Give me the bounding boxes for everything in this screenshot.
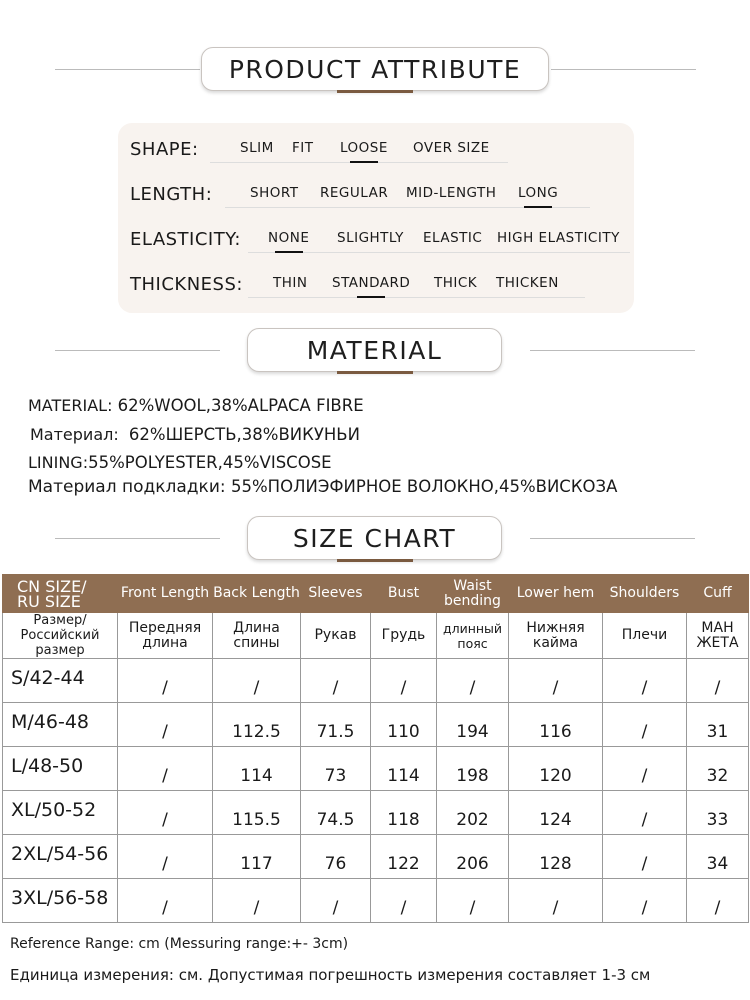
value-cell: 115.5 [213,791,301,835]
value-cell: 73 [301,747,371,791]
column-header: Sleeves [301,575,371,613]
value-cell: 34 [687,835,749,879]
attribute-option: MID-LENGTH [406,185,497,201]
attribute-label: ELASTICITY: [130,229,241,250]
value-cell: 112.5 [213,703,301,747]
attribute-label: THICKNESS: [130,274,243,295]
material-line-ru [30,425,360,444]
size-cell: 3XL/56-58 [3,879,118,923]
value-cell: 124 [509,791,603,835]
value-cell: 202 [437,791,509,835]
value-cell: 76 [301,835,371,879]
value-cell: 33 [687,791,749,835]
section-title: SIZE CHART [247,516,502,560]
value-cell: / [603,703,687,747]
column-header-ru: Передняя длина [118,613,213,659]
attribute-option-selected: NONE [268,230,310,246]
size-cell: L/48-50 [3,747,118,791]
attribute-option: THIN [273,275,308,291]
attribute-option: THICK [434,275,478,291]
value-cell: 116 [509,703,603,747]
column-header: CN SIZE/ RU SIZE [3,575,118,613]
column-header-ru: Нижняя кайма [509,613,603,659]
column-header-ru: длинный пояс [437,613,509,659]
attribute-option-selected: STANDARD [332,275,411,291]
value-cell: / [118,659,213,703]
divider [530,538,695,539]
value-cell: / [118,835,213,879]
column-header-ru: Плечи [603,613,687,659]
column-header-ru: МАН ЖЕТА [687,613,749,659]
divider [55,350,220,351]
size-cell: S/42-44 [3,659,118,703]
attribute-option: HIGH ELASTICITY [497,230,620,246]
section-title: PRODUCT ATTRIBUTE [201,47,549,91]
attribute-option: REGULAR [320,185,389,201]
lining-value: 55%ПОЛИЭФИРНОЕ ВОЛОКНО,45%ВИСКОЗА [231,477,618,496]
attribute-panel [118,123,634,313]
value-cell: / [687,879,749,923]
lining-label: LINING: [28,453,89,472]
size-chart-table [2,574,749,923]
table-row [3,703,749,747]
column-header-ru: Размер/ Российский размер [3,613,118,659]
column-header: Front Length [118,575,213,613]
divider [551,69,696,70]
value-cell: 71.5 [301,703,371,747]
value-cell: / [603,791,687,835]
underline [248,252,630,253]
accent-bar [337,371,413,374]
value-cell: 31 [687,703,749,747]
attribute-row [130,180,630,210]
underline [248,297,585,298]
table-row [3,835,749,879]
column-header: Lower hem [509,575,603,613]
attribute-option: SHORT [250,185,299,201]
column-header-ru: Грудь [371,613,437,659]
material-line [28,396,364,415]
attribute-label: LENGTH: [130,184,213,205]
table-row [3,879,749,923]
attribute-option-selected: LONG [518,185,559,201]
column-header: Waist bending [437,575,509,613]
size-cell: 2XL/54-56 [3,835,118,879]
value-cell: 114 [213,747,301,791]
value-cell: / [213,879,301,923]
footer-note-en: Reference Range: cm (Messuring range:+- 3cm) [10,936,349,952]
value-cell: / [118,703,213,747]
value-cell: / [213,659,301,703]
value-cell: / [509,879,603,923]
table-row [3,791,749,835]
value-cell: / [603,879,687,923]
column-header: Cuff [687,575,749,613]
lining-line-ru [28,477,617,497]
value-cell: 118 [371,791,437,835]
column-header: Shoulders [603,575,687,613]
attribute-option-selected: LOOSE [340,140,388,156]
accent-bar [337,90,413,93]
value-cell: 194 [437,703,509,747]
attribute-option: SLIGHTLY [337,230,404,246]
value-cell: / [118,791,213,835]
table-row [3,747,749,791]
column-header: Bust [371,575,437,613]
size-cell: M/46-48 [3,703,118,747]
column-header-ru: Длина спины [213,613,301,659]
size-cell: XL/50-52 [3,791,118,835]
column-header: Back Length [213,575,301,613]
value-cell: 120 [509,747,603,791]
attribute-row [130,225,630,255]
divider [55,69,200,70]
value-cell: / [437,659,509,703]
section-banner-material [0,328,750,372]
divider [530,350,695,351]
value-cell: 206 [437,835,509,879]
attribute-option: OVER SIZE [413,140,490,156]
value-cell: / [371,659,437,703]
material-value: 62%WOOL,38%ALPACA FIBRE [117,396,364,415]
value-cell: / [371,879,437,923]
value-cell: / [509,659,603,703]
section-banner-size-chart [0,516,750,560]
material-label: MATERIAL: [28,396,113,415]
value-cell: / [118,747,213,791]
value-cell: 117 [213,835,301,879]
lining-line [28,453,332,472]
value-cell: / [118,879,213,923]
attribute-option: SLIM [240,140,274,156]
value-cell: / [301,879,371,923]
value-cell: 32 [687,747,749,791]
value-cell: 114 [371,747,437,791]
section-banner-attribute [0,47,750,91]
footer-note-ru: Единица измерения: см. Допустимая погрешность измерения составляет 1-3 см [10,966,651,984]
attribute-row [130,270,630,300]
value-cell: / [301,659,371,703]
lining-value: 55%POLYESTER,45%VISCOSE [88,453,332,472]
lining-label: Материал подкладки: [28,477,226,497]
value-cell: 110 [371,703,437,747]
value-cell: 128 [509,835,603,879]
section-title: MATERIAL [247,328,502,372]
attribute-row [130,135,630,165]
value-cell: 122 [371,835,437,879]
value-cell: / [687,659,749,703]
accent-bar [337,559,413,562]
attribute-option: ELASTIC [423,230,483,246]
value-cell: 198 [437,747,509,791]
material-value: 62%ШЕРСТЬ,38%ВИКУНЬИ [128,425,360,444]
value-cell: / [437,879,509,923]
divider [55,538,220,539]
column-header-ru: Рукав [301,613,371,659]
attribute-option: FIT [292,140,314,156]
value-cell: 74.5 [301,791,371,835]
value-cell: / [603,659,687,703]
table-row [3,659,749,703]
value-cell: / [603,747,687,791]
attribute-option: THICKEN [496,275,559,291]
value-cell: / [603,835,687,879]
material-label: Материал: [30,425,119,444]
attribute-label: SHAPE: [130,139,199,160]
